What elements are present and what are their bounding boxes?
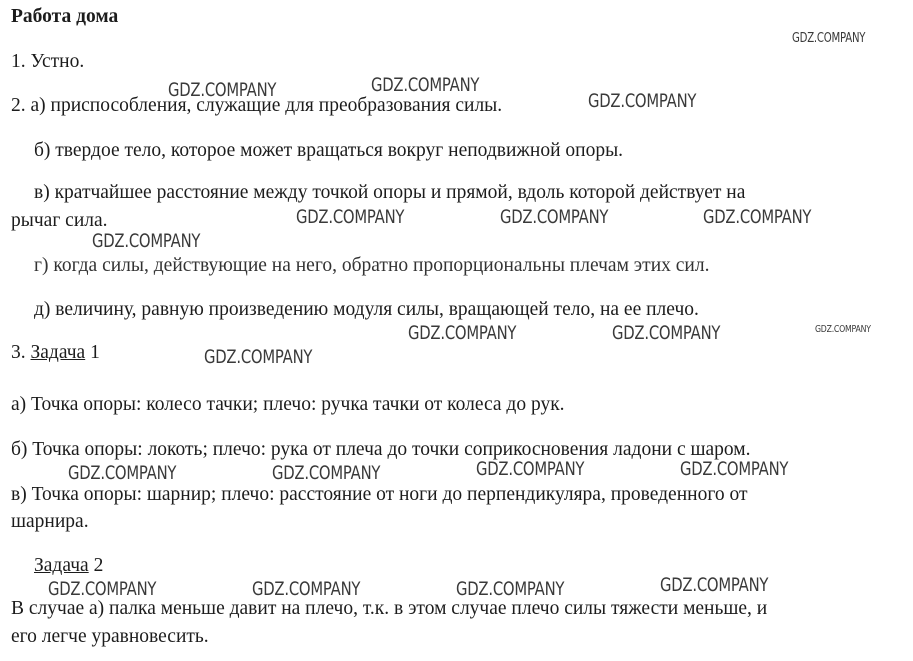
watermark: GDZ.COMPANY xyxy=(500,206,609,228)
task2-answer-line1: В случае а) палка меньше давит на плечо, т.к. в этом случае плечо силы тяжести меньше, и xyxy=(11,598,768,619)
watermark: GDZ.COMPANY xyxy=(371,74,480,96)
task1-answer-v-line2: шарнира. xyxy=(11,511,89,532)
watermark: GDZ.COMPANY xyxy=(680,458,789,480)
watermark: GDZ.COMPANY xyxy=(296,206,405,228)
task2-number: 2 xyxy=(88,555,104,576)
item-2v-text-line1: в) кратчайшее расстояние между точкой опоры и прямой, вдоль которой действует на xyxy=(34,182,746,203)
task2-label: Задача xyxy=(34,555,89,576)
item-3-prefix: 3. xyxy=(11,342,31,363)
watermark: GDZ.COMPANY xyxy=(408,322,517,344)
watermark: GDZ.COMPANY xyxy=(48,578,157,600)
task1-label: Задача xyxy=(30,342,86,363)
item-2g-text: г) когда силы, действующие на него, обратно пропорциональны плечам этих сил. xyxy=(34,255,710,276)
item-2d-text: д) величину, равную произведению модуля силы, вращающей тело, на ее плечо. xyxy=(34,299,699,320)
task1-number: 1 xyxy=(85,342,100,363)
item-2a-text: 2. а) приспособления, служащие для преобразования силы. xyxy=(11,95,503,116)
watermark: GDZ.COMPANY xyxy=(792,31,866,46)
item-2v-text-line2: рычаг сила. xyxy=(11,210,108,231)
watermark: GDZ.COMPANY xyxy=(68,462,177,484)
watermark: GDZ.COMPANY xyxy=(204,346,313,368)
item-2b-text: б) твердое тело, которое может вращаться вокруг неподвижной опоры. xyxy=(34,140,624,161)
task2-heading xyxy=(34,555,103,577)
watermark: GDZ.COMPANY xyxy=(456,578,565,600)
task2-answer-line2: его легче уравновесить. xyxy=(11,626,209,647)
watermark: GDZ.COMPANY xyxy=(703,206,812,228)
page-title: Работа дома xyxy=(11,6,119,27)
watermark: GDZ.COMPANY xyxy=(92,230,201,252)
watermark: GDZ.COMPANY xyxy=(815,324,871,335)
task1-answer-a: а) Точка опоры: колесо тачки; плечо: ручка тачки от колеса до рук. xyxy=(11,394,565,415)
task1-answer-v-line1: в) Точка опоры: шарнир; плечо: расстояние от ноги до перпендикуляра, проведенного от xyxy=(11,484,748,505)
item-3-task1-heading xyxy=(11,342,100,364)
watermark: GDZ.COMPANY xyxy=(660,574,769,596)
task1-answer-b: б) Точка опоры: локоть; плечо: рука от плеча до точки соприкосновения ладони с шаром. xyxy=(11,439,751,460)
watermark: GDZ.COMPANY xyxy=(612,322,721,344)
watermark: GDZ.COMPANY xyxy=(168,79,277,101)
item-1-oral: 1. Устно. xyxy=(11,51,85,72)
watermark: GDZ.COMPANY xyxy=(252,578,361,600)
watermark: GDZ.COMPANY xyxy=(476,458,585,480)
watermark: GDZ.COMPANY xyxy=(272,462,381,484)
watermark: GDZ.COMPANY xyxy=(588,90,697,112)
